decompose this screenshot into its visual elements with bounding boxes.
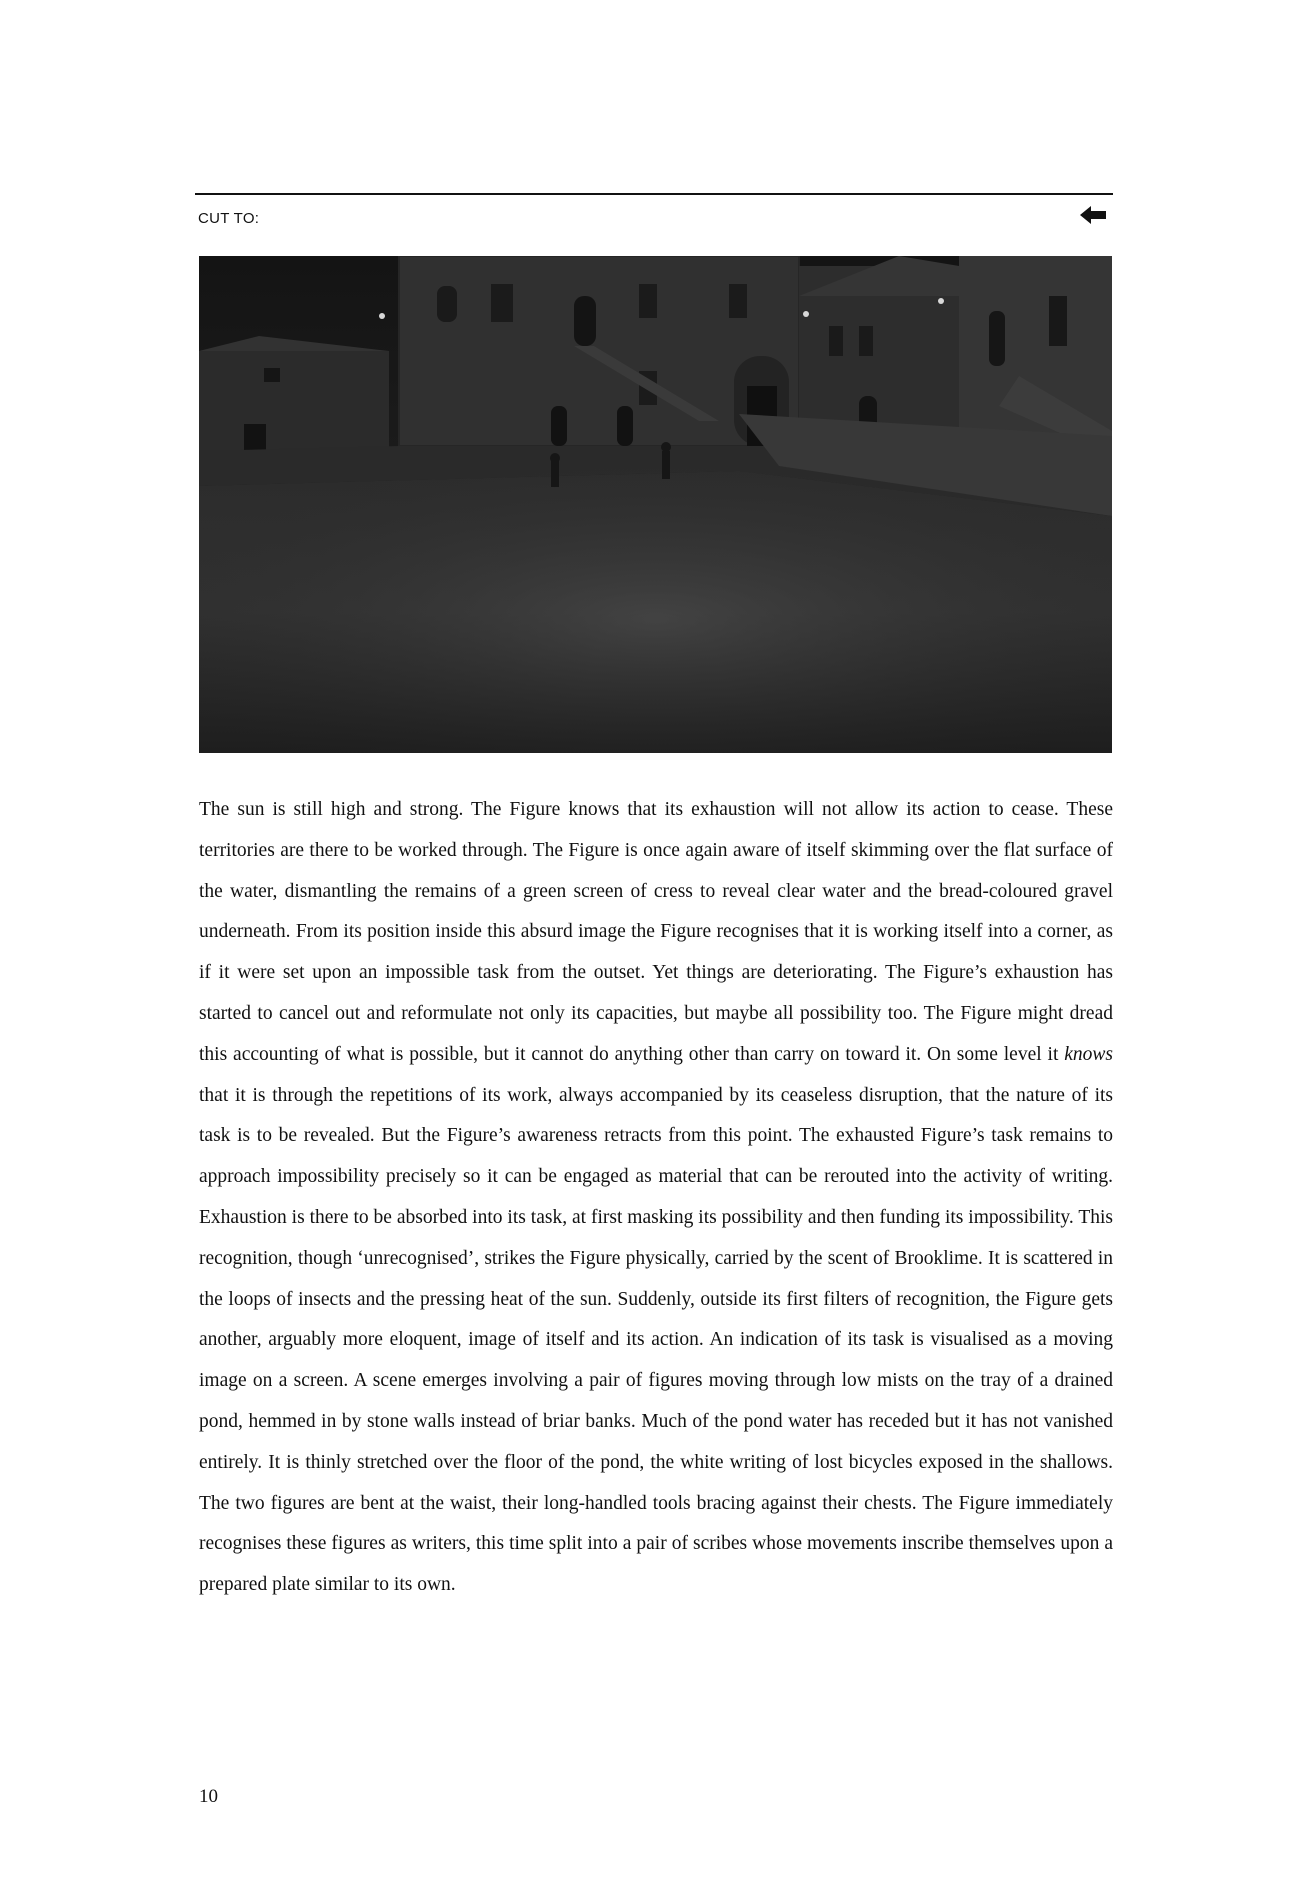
- body-text-emphasis: knows: [1064, 1043, 1113, 1065]
- header-rule: [195, 193, 1113, 195]
- body-paragraph: [199, 790, 1113, 1606]
- left-arrow-icon[interactable]: [1080, 204, 1108, 226]
- section-label: CUT TO:: [198, 210, 260, 227]
- body-text-part-2: that it is through the repetitions of its work, always accompanied by its ceaseless disruption, that the nature of its task is to be revealed. But the Figure’s awareness retracts from this point. The exhausted Figure’s task remains to approach impossibility precisely so it can be engaged as material that can be rerouted into the activity of writing. Exhaustion is there to be absorbed into its task, at first masking its possibility and then funding its impossibility. This recognition, though ‘unrecognised’, strikes the Figure physically, carried by the scent of Brooklime. It is scattered in the loops of insects and the pressing heat of the sun. Suddenly, outside its first filters of recognition, the Figure gets another, arguably more eloquent, image of itself and its action. An indication of its task is visualised as a moving image on a screen. A scene emerges involving a pair of figures moving through low mists on the tray of a drained pond, hemmed in by stone walls instead of briar banks. Much of the pond water has receded but it has not vanished entirely. It is thinly stretched over the floor of the pond, the white writing of lost bicycles exposed in the shallows. The two figures are bent at the waist, their long-handled tools bracing against their chests. The Figure immediately recognises these figures as writers, this time split into a pair of scribes whose movements inscribe themselves upon a prepared plate similar to its own.: [199, 1084, 1113, 1596]
- scene-photograph: [199, 256, 1112, 753]
- body-text-part-1: The sun is still high and strong. The Figure knows that its exhaustion will not allow its action to cease. These territories are there to be worked through. The Figure is once again aware of itself skimming over the flat surface of the water, dismantling the remains of a green screen of cress to reveal clear water and the bread-coloured gravel underneath. From its position inside this absurd image the Figure recognises that it is working itself into a corner, as if it were set upon an impossible task from the outset. Yet things are deteriorating. The Figure’s exhaustion has started to cancel out and reformulate not only its capacities, but maybe all possibility too. The Figure might dread this accounting of what is possible, but it cannot do anything other than carry on toward it. On some level it: [199, 799, 1113, 1065]
- page-number: 10: [199, 1786, 218, 1807]
